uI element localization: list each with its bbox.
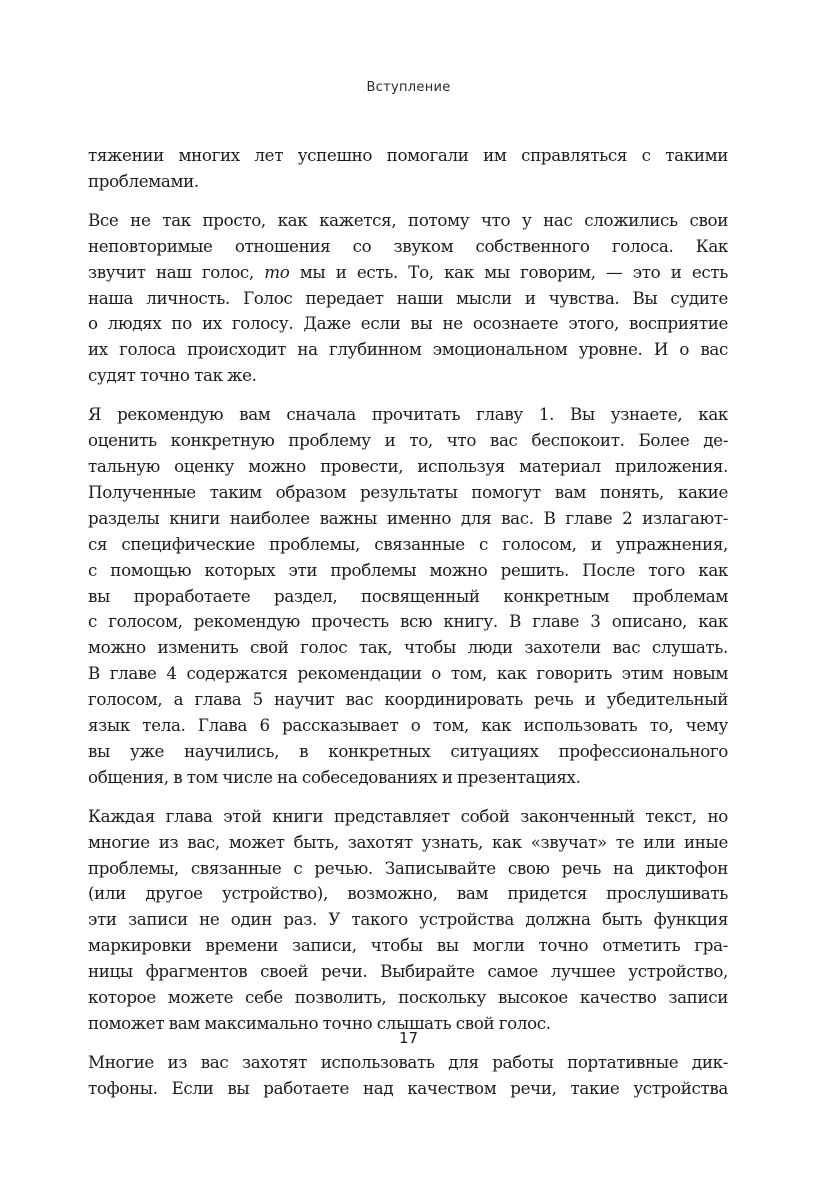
text-line: Все не так просто, как кажется, потому что у нас сложились свои [88,209,728,230]
text-line: разделы книги наиболее важны именно для вас. В главе 2 излагают- [88,507,728,528]
text-line: их голоса происходит на глубинном эмоциональном уровне. И о вас [88,339,728,360]
text-line: Многие из вас захотят использовать для работы портативные дик- [88,1051,728,1072]
text-line: оценить конкретную проблему и то, что вас беспокоит. Более де- [88,430,728,451]
paragraph [88,143,728,195]
text-line: тофоны. Если вы работаете над качеством речи, такие устройства [88,1077,728,1098]
text-line: ся специфические проблемы, связанные с голосом, и упражнения, [88,533,728,554]
text-line: с голосом, рекомендую прочесть всю книгу. В главе 3 описано, как [88,611,728,632]
running-title: Вступление [366,80,451,95]
text-line: маркировки времени записи, чтобы вы могли точно отметить гра- [88,935,728,956]
text-line: о людях по их голосу. Даже если вы не осознаете этого, восприятие [88,313,728,334]
text-line: можно изменить свой голос так, чтобы люди захотели вас слушать. [88,637,728,658]
text-line: В главе 4 содержатся рекомендации о том, как говорить этим новым [88,663,728,684]
text-line-mixed [88,260,728,286]
text-line: судят точно так же. [88,365,257,386]
text-line: ницы фрагментов своей речи. Выбирайте самое лучшее устройство, [88,961,728,982]
paragraph [88,1050,728,1102]
text-line: поможет вам максимально точно слышать свой голос. [88,1013,551,1033]
paragraph [88,402,728,791]
text-line: общения, в том числе на собеседованиях и презентациях. [88,766,581,787]
text-line: вы уже научились, в конкретных ситуациях профессионального [88,740,728,761]
text-line: тяжении многих лет успешно помогали им справляться с такими [88,145,728,165]
text-line: с помощью которых эти проблемы можно решить. После того как [88,559,728,580]
text-line: язык тела. Глава 6 рассказывает о том, как использовать то, чему [88,715,728,736]
text-line: Я рекомендую вам сначала прочитать главу 1. Вы узнаете, как [88,404,728,425]
text-fragment: мы и есть. То, как мы говорим, — это и есть [299,261,728,282]
text-line: вы проработаете раздел, посвященный конкретным проблемам [88,585,728,606]
text-line: проблемами. [88,170,199,191]
text-line: тальную оценку можно провести, используя материал приложения. [88,455,728,476]
text-line: проблемы, связанные с речью. Записывайте свою речь на диктофон [88,857,728,878]
paragraph [88,804,728,1037]
page-number: 17 [398,1029,419,1047]
text-line: неповторимые отношения со звуком собственного голоса. Как [88,235,728,256]
text-line: многие из вас, может быть, захотят узнать, как «звучат» те или иные [88,831,728,852]
text-line: голосом, а глава 5 научит вас координировать речь и убедительный [88,689,728,710]
italic-emphasis: то [264,261,290,282]
text-line: эти записи не один раз. У такого устройства должна быть функция [88,909,728,930]
body-text [88,143,728,1115]
text-line: наша личность. Голос передает наши мысли и чувства. Вы судите [88,287,728,308]
text-fragment: звучит наш голос, [88,261,254,282]
paragraph [88,208,728,389]
text-line: (или другое устройство), возможно, вам придется прослушивать [88,883,728,904]
text-line: которое можете себе позволить, поскольку высокое качество записи [88,987,728,1008]
text-line: Полученные таким образом результаты помогут вам понять, какие [88,481,728,502]
text-line: Каждая глава этой книги представляет собой законченный текст, но [88,805,728,826]
